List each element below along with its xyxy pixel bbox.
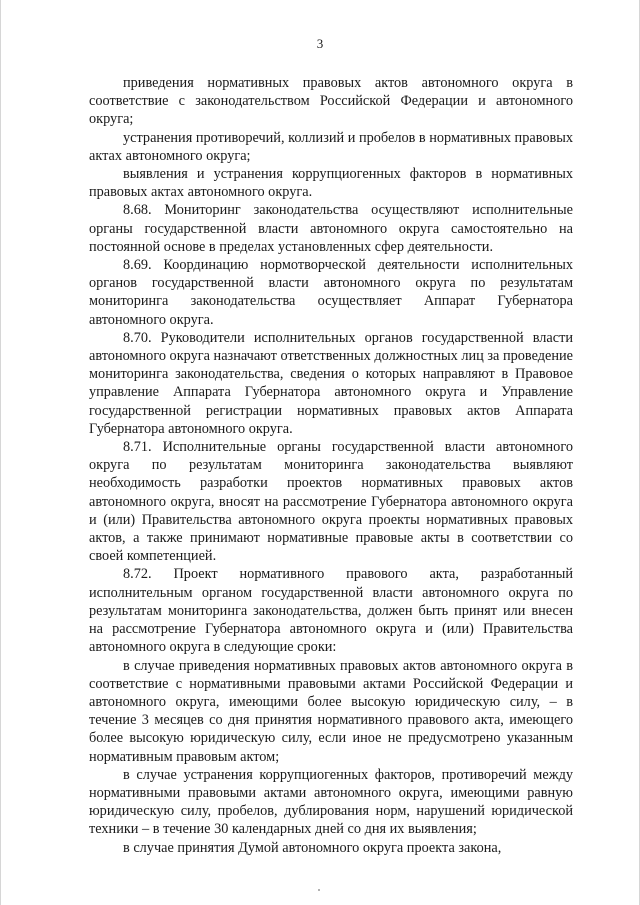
page-number: 3 (316, 36, 324, 51)
paragraph-item-3: выявления и устранения коррупциогенных факторов в нормативных правовых актах автономного округа. (89, 166, 573, 201)
paragraph-8-70: 8.70. Руководители исполнительных органов государственной власти автономного округа назначают ответственных должностных лиц за проведение мониторинга законодательства, сведения о которых направляют в Правовое управление Аппарата Губернатора автономного округа и Управление государственной регистрации нормативных правовых актов Аппарата Губернатора автономного округа. (89, 329, 573, 437)
document-body (89, 74, 573, 857)
scan-left-edge (0, 0, 1, 905)
scan-speck (318, 889, 320, 891)
paragraph-item-1: приведения нормативных правовых актов автономного округа в соответствие с законодательством Российской Федерации и автономного округа; (89, 75, 573, 128)
paragraph-deadline-2: в случае устранения коррупциогенных факторов, противоречий между нормативными правовыми актами автономного округа, имеющими равную юридическую силу, пробелов, дублирования норм, нарушений юридической техники – в течение 30 календарных дней со дня их выявления; (89, 766, 573, 838)
paragraph-8-68: 8.68. Мониторинг законодательства осуществляют исполнительные органы государственной власти автономного округа самостоятельно на постоянной основе в пределах установленных сфер деятельности. (89, 202, 573, 255)
paragraph-item-2: устранения противоречий, коллизий и пробелов в нормативных правовых актах автономного округа; (89, 129, 573, 164)
paragraph-8-72: 8.72. Проект нормативного правового акта, разработанный исполнительным органом государственной власти автономного округа по результатам мониторинга законодательства, должен быть принят или внесен на рассмотрение Губернатора автономного округа и (или) Правительства автономного округа в следующие сроки: (89, 566, 573, 656)
paragraph-8-71: 8.71. Исполнительные органы государственной власти автономного округа по результатам мониторинга законодательства выявляют необходимость разработки проектов нормативных правовых актов автономного округа, вносят на рассмотрение Губернатора автономного округа и (или) Правительства автономного округа проекты нормативных правовых актов, а также принимают нормативные правовые акты в соответствии со своей компетенцией. (89, 439, 573, 565)
paragraph-8-69: 8.69. Координацию нормотворческой деятельности исполнительных органов государственной власти автономного округа по результатам мониторинга законодательства осуществляет Аппарат Губернатора автономного округа. (89, 257, 573, 328)
paragraph-deadline-1: в случае приведения нормативных правовых актов автономного округа в соответствие с нормативными правовыми актами Российской Федерации и автономного округа, имеющими более высокую юридическую силу, – в течение 3 месяцев со дня принятия нормативного правового акта, имеющего более высокую юридическую силу, если иное не предусмотрено указанным нормативным правовым актом; (89, 657, 573, 765)
paragraph-deadline-3: в случае принятия Думой автономного округа проекта закона, (123, 839, 502, 856)
